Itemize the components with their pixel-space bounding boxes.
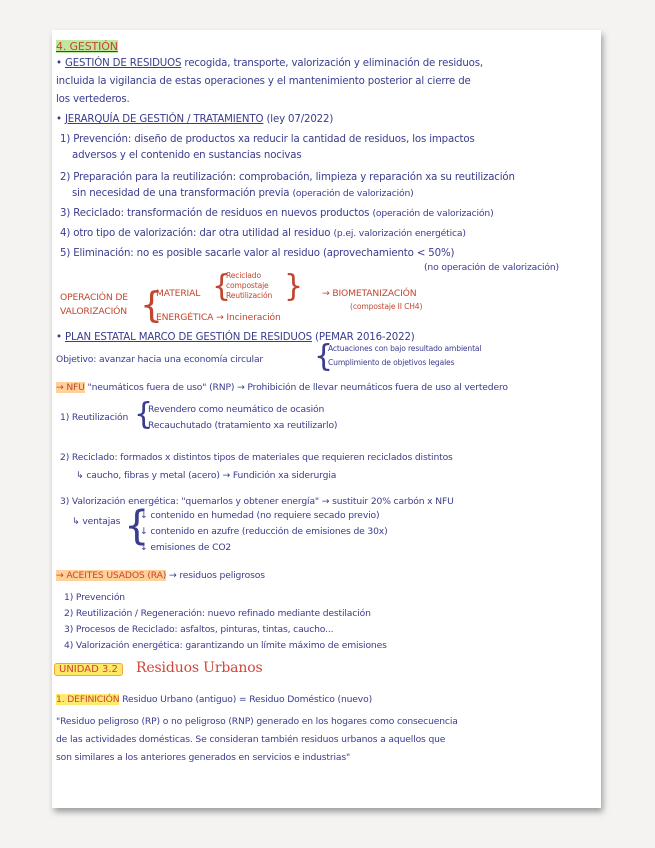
energetica-label: ENERGÉTICA → Incineración	[156, 312, 281, 323]
aceites-item-1: 1) Prevención	[64, 592, 125, 603]
reutilizacion-bullet-2: Recauchutado (tratamiento xa reutilizarlo)	[148, 420, 338, 431]
ventaja-3: ↓ emisiones de CO2	[140, 542, 232, 553]
eliminacion-note: (no operación de valorización)	[424, 262, 559, 273]
item-valorizacion: 4) otro tipo de valorización: dar otra utilidad al residuo (p.ej. valorización energética)	[60, 228, 466, 239]
material-option-2: compostaje	[226, 281, 269, 290]
unidad-title: Residuos Urbanos	[136, 660, 263, 676]
definicion-line-1: 1. DEFINICIÓN Residuo Urbano (antiguo) = Residuo Doméstico (nuevo)	[56, 694, 372, 705]
item-preparacion: 2) Preparación para la reutilización: comprobación, limpieza y reparación xa su reutilización	[60, 172, 515, 183]
material-option-1: Reciclado	[226, 271, 261, 280]
notebook-page	[52, 30, 601, 808]
jerarquia-title: • JERARQUÍA DE GESTIÓN / TRATAMIENTO (ley 07/2022)	[56, 114, 334, 125]
item-prevencion: 1) Prevención: diseño de productos xa reducir la cantidad de residuos, los impactos	[60, 134, 475, 145]
definicion-line-3: de las actividades domésticas. Se consideran también residuos urbanos a aquellos que	[56, 734, 446, 745]
objetivo-bullet-1: Actuaciones con bajo resultado ambiental	[328, 344, 482, 353]
ventaja-1: ↓ contenido en humedad (no requiere secado previo)	[140, 510, 380, 521]
objetivo-bullet-2: Cumplimiento de objetivos legales	[328, 358, 455, 367]
unidad-badge: UNIDAD 3.2	[54, 663, 123, 676]
definicion-line-2: "Residuo peligroso (RP) o no peligroso (RNP) generado en los hogares como consecuencia	[56, 716, 458, 727]
operacion-brace: {	[140, 285, 163, 326]
valorizacion-line: 3) Valorización energética: "quemarlos y obtener energía" → sustituir 20% carbón x NFU	[60, 496, 454, 507]
objetivo: Objetivo: avanzar hacia una economía circular	[56, 354, 264, 365]
item-eliminacion: 5) Eliminación: no es posible sacarle valor al residuo (aprovechamiento < 50%)	[60, 248, 455, 259]
aceites-title: → ACEITES USADOS (RA) → residuos peligrosos	[56, 570, 265, 581]
reutilizacion-bullet-1: Revendero como neumático de ocasión	[148, 404, 325, 415]
gestion-line-2: incluida la vigilancia de estas operaciones y el mantenimiento posterior al cierre de	[56, 76, 471, 87]
material-label: MATERIAL	[156, 288, 201, 299]
biometanizacion-note: (compostaje II CH4)	[350, 302, 423, 311]
material-option-3: Reutilización	[226, 291, 273, 300]
material-close-brace: }	[284, 269, 304, 304]
operacion-label-1: OPERACIÓN DE	[60, 292, 128, 303]
item-reciclado: 3) Reciclado: transformación de residuos en nuevos productos (operación de valorización)	[60, 208, 494, 219]
objetivo-brace: {	[314, 339, 334, 374]
nfu-line: → NFU "neumáticos fuera de uso" (RNP) → Prohibición de llevar neumáticos fuera de uso al vertedero	[56, 382, 508, 393]
aceites-item-3: 3) Procesos de Reciclado: asfaltos, pinturas, tintas, caucho...	[64, 624, 334, 635]
reciclado-line-1: 2) Reciclado: formados x distintos tipos de materiales que requieren reciclados distintos	[60, 452, 453, 463]
gestion-line-3: los vertederos.	[56, 94, 130, 105]
reutilizacion-brace: {	[134, 397, 154, 432]
reciclado-line-2: ↳ caucho, fibras y metal (acero) → Fundición xa siderurgia	[76, 470, 337, 481]
operacion-label-2: VALORIZACIÓN	[60, 306, 127, 317]
ventajas-brace: {	[124, 503, 150, 549]
pemar-title: • PLAN ESTATAL MARCO DE GESTIÓN DE RESIDUOS (PEMAR 2016-2022)	[56, 332, 415, 343]
gestion-line-1: • GESTIÓN DE RESIDUOS recogida, transporte, valorización y eliminación de residuos,	[56, 58, 483, 69]
aceites-item-2: 2) Reutilización / Regeneración: nuevo refinado mediante destilación	[64, 608, 371, 619]
item-prevencion-cont: adversos y el contenido en sustancias nocivas	[72, 150, 302, 161]
aceites-item-4: 4) Valorización energética: garantizando un límite máximo de emisiones	[64, 640, 387, 651]
ventajas-label: ↳ ventajas	[72, 516, 121, 527]
definicion-line-4: son similares a los anteriores generados en servicios e industrias"	[56, 752, 351, 763]
material-brace: {	[212, 269, 232, 304]
biometanizacion: → BIOMETANIZACIÓN	[322, 288, 417, 299]
section-heading: 4. GESTIÓN	[56, 40, 118, 53]
reutilizacion-label: 1) Reutilización	[60, 412, 129, 423]
ventaja-2: ↓ contenido en azufre (reducción de emisiones de 30x)	[140, 526, 388, 537]
item-preparacion-cont: sin necesidad de una transformación previa (operación de valorización)	[72, 188, 414, 199]
